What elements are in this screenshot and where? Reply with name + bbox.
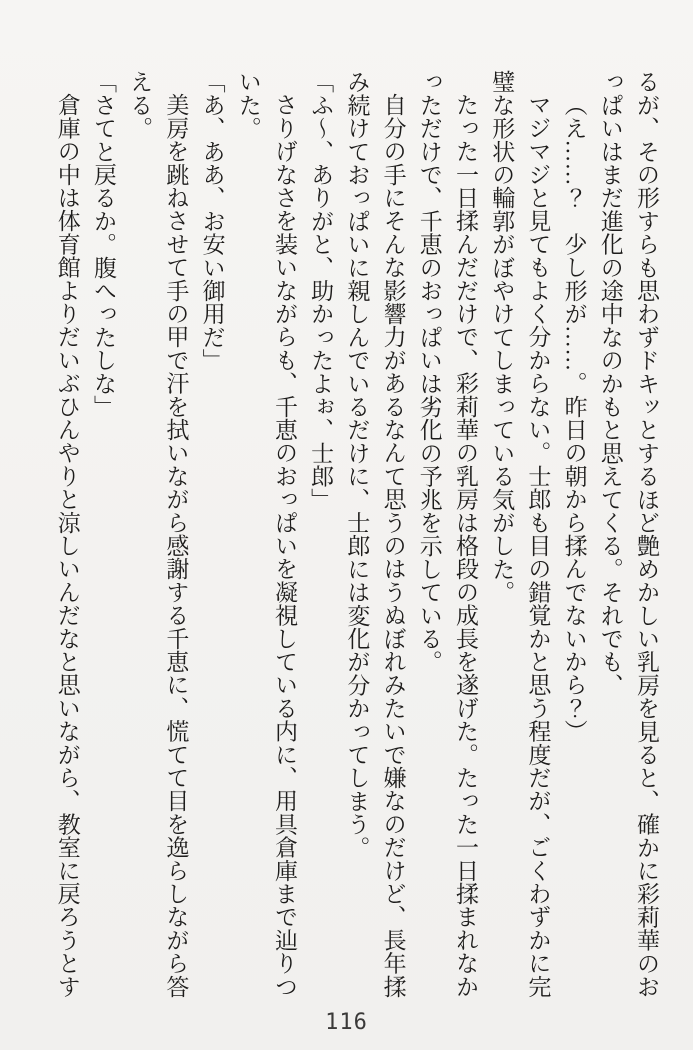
paragraph-narration: マジマジと見てもよく分からない。士郎も目の錯覚かと思う程度だが、ごくわずかに完璧な形状の輪郭がぼやけてしまっている気がした。	[489, 70, 551, 998]
paragraph-dialogue: 「ふ〜、ありがと、助かったよぉ、士郎」	[308, 70, 334, 511]
paragraph-narration: 美房を跳ねさせて手の甲で汗を拭いながら感謝する千恵に、慌てて目を逸らしながら答える。	[127, 70, 189, 998]
paragraph-narration: 倉庫の中は体育館よりだいぶひんやりと涼しいんだなと思いながら、教室に戻ろうとす	[54, 93, 80, 998]
paragraph-dialogue: 「さてと戻るか。腹へったしな」	[90, 70, 116, 418]
vertical-text-area	[49, 70, 664, 998]
paragraph-narration: たった一日揉んだだけで、彩莉華の乳房は格段の成長を遂げた。たった一日揉まれなかっただけで、千恵のおっぱいは劣化の予兆を示している。	[416, 70, 478, 998]
page-number: 116	[325, 1010, 368, 1035]
paragraph-continuation: るが、その形すらも思わずドキッとするほど艶めかしい乳房を見ると、確かに彩莉華のおっぱいはまだ進化の途中なのかもと思えてくる。それでも、	[597, 70, 659, 998]
paragraph-narration: さりげなさを装いながらも、千恵のおっぱいを凝視している内に、用具倉庫まで辿りついた。	[235, 70, 297, 998]
paragraph-narration: 自分の手にそんな影響力があるなんて思うのはうぬぼれみたいで嫌なのだけど、長年揉み続けておっぱいに親しんでいるだけに、士郎には変化が分かってしまう。	[344, 70, 406, 998]
paragraph-thought: （え……？ 少し形が……。昨日の朝から揉んでないから？）	[561, 93, 587, 743]
paragraph-dialogue: 「あ、ああ、お安い御用だ」	[199, 70, 225, 372]
